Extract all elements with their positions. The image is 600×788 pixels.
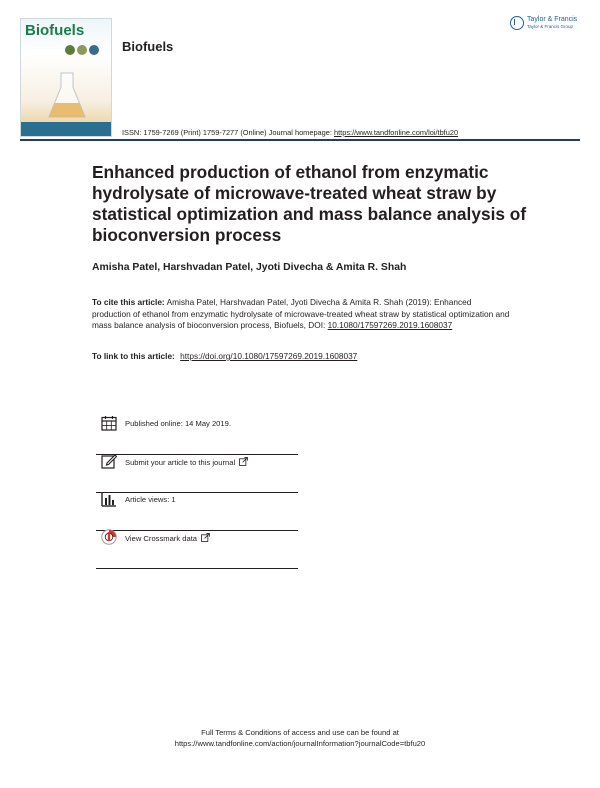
citation-label: To cite this article:: [92, 297, 165, 307]
publisher-logo-main: Taylor & Francis: [527, 16, 578, 23]
views-row: [96, 494, 298, 531]
article-link-line: [92, 351, 357, 361]
published-date: Published online: 14 May 2019.: [125, 419, 231, 428]
footer: [0, 727, 600, 749]
citation-doi-link[interactable]: 10.1080/17597269.2019.1608037: [327, 320, 453, 330]
article-views: Article views: 1: [125, 495, 176, 504]
publisher-logo: [510, 16, 577, 30]
header-divider: [20, 139, 580, 141]
article-doi-url[interactable]: https://doi.org/10.1080/17597269.2019.1608037: [180, 351, 358, 361]
footer-terms-text: Full Terms & Conditions of access and use can be found at: [201, 728, 399, 737]
crossmark-link[interactable]: [125, 533, 210, 543]
external-link-icon: [239, 457, 248, 466]
crossmark-text: View Crossmark data: [125, 534, 198, 543]
published-row: [96, 418, 298, 455]
article-link-label: To link to this article:: [92, 351, 175, 361]
issn-line: [122, 128, 458, 137]
submit-article-link[interactable]: [125, 457, 248, 467]
journal-cover-image: [20, 18, 112, 137]
bar-chart-icon: [101, 491, 117, 507]
calendar-icon: [101, 415, 117, 431]
issn-text: ISSN: 1759-7269 (Print) 1759-7277 (Online) Journal homepage:: [122, 128, 332, 137]
edit-icon: [101, 453, 117, 469]
crossmark-row[interactable]: [96, 532, 298, 569]
cover-band: [21, 122, 111, 136]
cover-photos: [65, 45, 99, 55]
footer-terms-link[interactable]: https://www.tandfonline.com/action/journalInformation?journalCode=tbfu20: [174, 739, 426, 748]
submit-row[interactable]: [96, 456, 298, 493]
flask-illustration: [47, 71, 87, 121]
journal-name: Biofuels: [122, 39, 174, 54]
external-link-icon: [201, 533, 210, 542]
cover-title: Biofuels: [25, 22, 85, 39]
journal-homepage-link[interactable]: https://www.tandfonline.com/loi/tbfu20: [334, 128, 459, 137]
citation-text: Amisha Patel, Harshvadan Patel, Jyoti Divecha & Amita R. Shah (2019): Enhanced production of ethanol from enzymatic hydrolysate of microwave-treated wheat straw by statistical optimization and mass balance analysis of bioconversion process, Biofuels, DOI:: [92, 297, 510, 330]
publisher-logo-sub: Taylor & Francis Group: [527, 24, 574, 29]
submit-article-text: Submit your article to this journal: [125, 458, 236, 467]
article-title: Enhanced production of ethanol from enzymatic hydrolysate of microwave-treated wheat straw by statistical optimization and mass balance analysis of bioconversion process: [92, 162, 527, 245]
article-authors: Amisha Patel, Harshvadan Patel, Jyoti Divecha & Amita R. Shah: [92, 262, 407, 273]
crossmark-icon: [101, 529, 117, 545]
citation-block: [92, 297, 512, 332]
publisher-logo-icon: [510, 16, 524, 30]
